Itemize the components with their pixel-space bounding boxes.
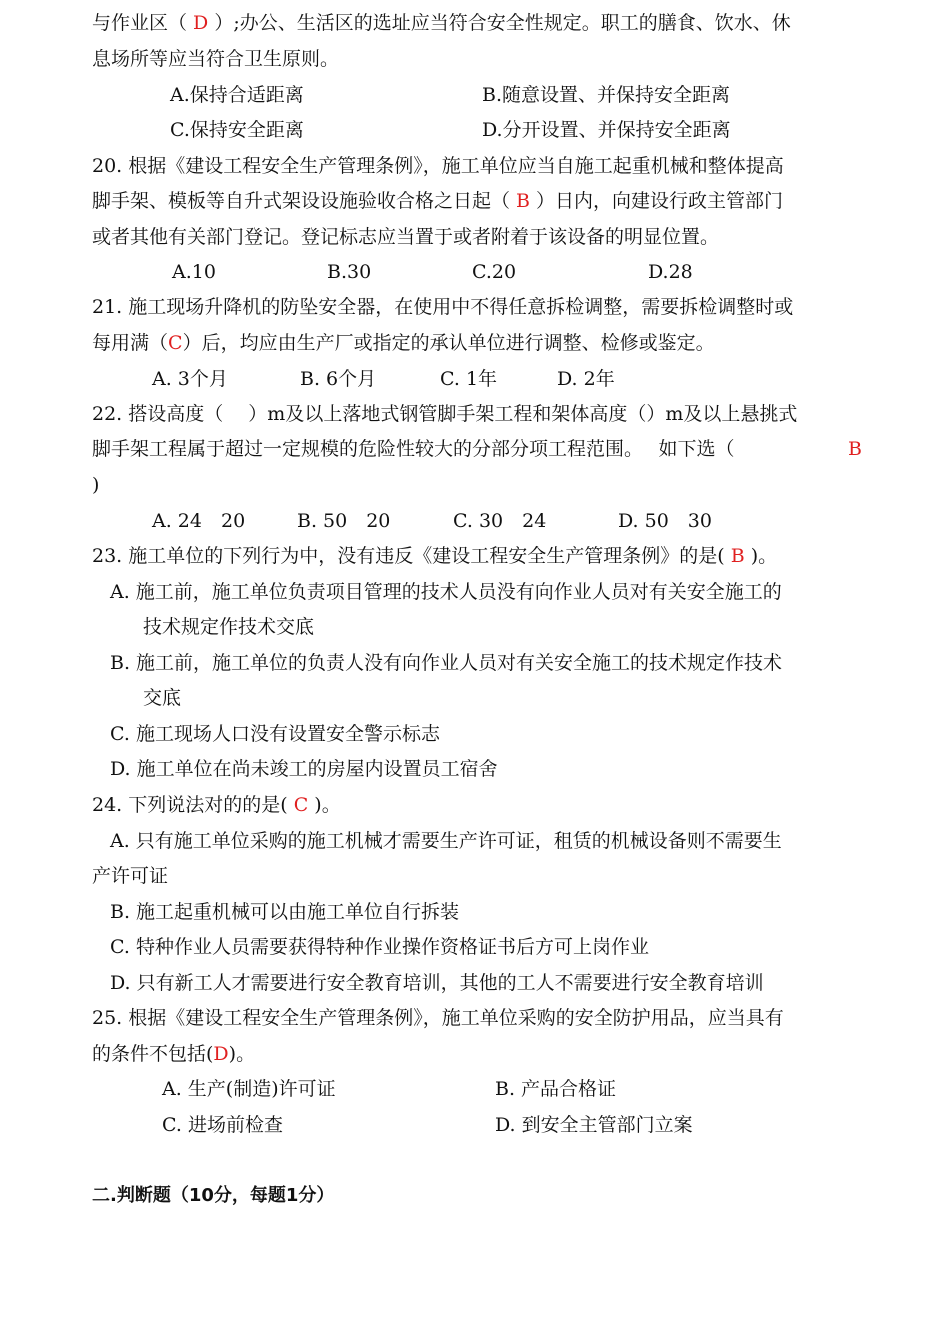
q24-option-a-line1: A. 只有施工单位采购的施工机械才需要生产许可证，租赁的机械设备则不需要生 (110, 830, 782, 852)
q20-option-a: A.10 (172, 261, 216, 283)
q23-option-b-line2: 交底 (143, 687, 182, 709)
q22-line3: ) (92, 474, 100, 496)
q19-answer: D (193, 12, 209, 34)
q19-option-d: D.分开设置、并保持安全距离 (482, 119, 731, 141)
q19-option-c: C.保持安全距离 (170, 119, 304, 141)
q21-option-c: C. 1年 (440, 368, 498, 390)
q21-option-b: B. 6个月 (300, 368, 377, 390)
q22-option-d: D. 50 30 (618, 510, 712, 532)
q25-option-c: C. 进场前检查 (162, 1114, 283, 1136)
q19-option-b: B.随意设置、并保持安全距离 (482, 84, 731, 106)
q24-option-d: D. 只有新工人才需要进行安全教育培训，其他的工人不需要进行安全教育培训 (110, 972, 764, 994)
q25-answer: D (213, 1043, 229, 1065)
q22-option-a: A. 24 20 (152, 510, 246, 532)
q24-line1: 24. 下列说法对的的是( C )。 (92, 794, 341, 816)
q21-line1: 21. 施工现场升降机的防坠安全器，在使用中不得任意拆检调整，需要拆检调整时或 (92, 296, 794, 318)
q19-line1: 与作业区（ D ）;办公、生活区的选址应当符合安全性规定。职工的膳食、饮水、休 (92, 12, 791, 34)
q22-line2: 脚手架工程属于超过一定规模的危险性较大的分部分项工程范围。 如下选（ (92, 438, 760, 460)
q24-option-c: C. 特种作业人员需要获得特种作业操作资格证书后方可上岗作业 (110, 936, 649, 958)
q24-option-a-line2: 产许可证 (92, 865, 169, 887)
q23-option-b-line1: B. 施工前，施工单位的负责人没有向作业人员对有关安全施工的技术规定作技术 (110, 652, 783, 674)
q21-answer: C (168, 332, 183, 354)
q19-line2: 息场所等应当符合卫生原则。 (92, 48, 340, 70)
q23-option-a-line2: 技术规定作技术交底 (143, 616, 315, 638)
q23-answer: B (724, 545, 751, 567)
q23-option-a-line1: A. 施工前，施工单位负责项目管理的技术人员没有向作业人员对有关安全施工的 (110, 581, 782, 603)
q25-option-b: B. 产品合格证 (495, 1078, 617, 1100)
q24-option-b: B. 施工起重机械可以由施工单位自行拆装 (110, 901, 460, 923)
q20-line3: 或者其他有关部门登记。登记标志应当置于或者附着于该设备的明显位置。 (92, 226, 720, 248)
q22-option-c: C. 30 24 (453, 510, 547, 532)
q23-line1: 23. 施工单位的下列行为中，没有违反《建设工程安全生产管理条例》的是( B )。 (92, 545, 778, 567)
q20-line2: 脚手架、模板等自升式架设设施验收合格之日起（ B ）日内，向建设行政主管部门 (92, 190, 784, 212)
q23-option-c: C. 施工现场人口没有设置安全警示标志 (110, 723, 440, 745)
q20-option-d: D.28 (648, 261, 693, 283)
q23-option-d: D. 施工单位在尚未竣工的房屋内设置员工宿舍 (110, 758, 498, 780)
q20-answer: B (516, 190, 531, 212)
q19-option-a: A.保持合适距离 (170, 84, 304, 106)
q24-answer: C (287, 794, 315, 816)
q20-option-c: C.20 (472, 261, 517, 283)
q21-option-d: D. 2年 (557, 368, 615, 390)
q22-option-b: B. 50 20 (297, 510, 391, 532)
q25-line1: 25. 根据《建设工程安全生产管理条例》，施工单位采购的安全防护用品，应当具有 (92, 1007, 784, 1029)
q25-option-a: A. 生产(制造)许可证 (162, 1078, 336, 1100)
section2-title: 二.判断题（10分，每题1分） (92, 1185, 335, 1206)
q25-option-d: D. 到安全主管部门立案 (495, 1114, 693, 1136)
q22-answer: B (848, 438, 862, 460)
q22-line1: 22. 搭设高度（ ）m及以上落地式钢管脚手架工程和架体高度（）m及以上悬挑式 (92, 403, 798, 425)
q21-option-a: A. 3个月 (152, 368, 228, 390)
q25-line2: 的条件不包括(D)。 (92, 1043, 256, 1065)
q20-option-b: B.30 (327, 261, 372, 283)
q21-line2: 每用满（C）后，均应由生产厂或指定的承认单位进行调整、检修或鉴定。 (92, 332, 715, 354)
q20-line1: 20. 根据《建设工程安全生产管理条例》，施工单位应当自施工起重机械和整体提高 (92, 155, 784, 177)
